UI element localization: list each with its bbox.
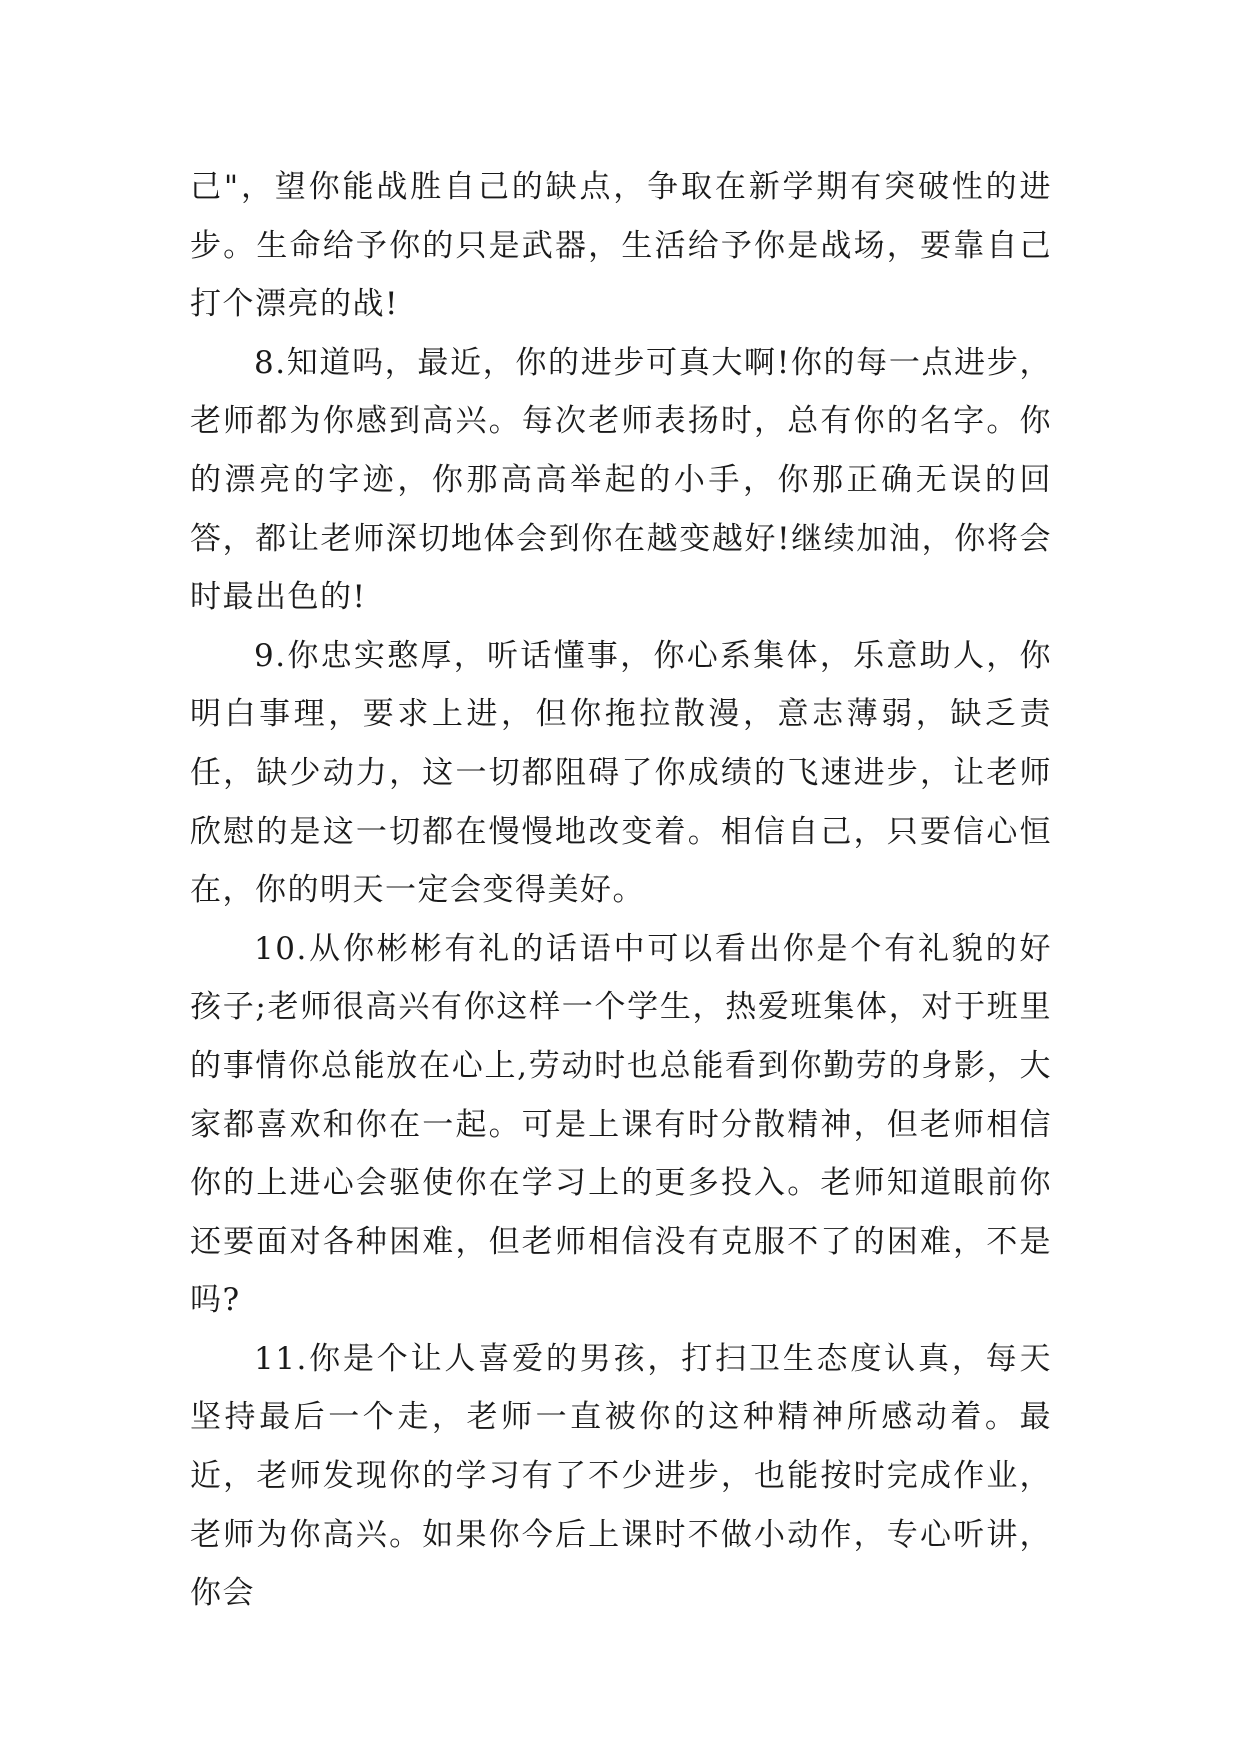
paragraph-8: 8.知道吗，最近，你的进步可真大啊!你的每一点进步，老师都为你感到高兴。每次老师表扬时，总有你的名字。你的漂亮的字迹，你那高高举起的小手，你那正确无误的回答，都让老师深切地体会到你在越变越好!继续加油，你将会时最出色的! (190, 344, 1052, 616)
document-body (190, 158, 1052, 1623)
paragraph-9: 9.你忠实憨厚，听话懂事，你心系集体，乐意助人，你明白事理，要求上进，但你拖拉散漫，意志薄弱，缺乏责任，缺少动力，这一切都阻碍了你成绩的飞速进步，让老师欣慰的是这一切都在慢慢地改变着。相信自己，只要信心恒在，你的明天一定会变得美好。 (190, 637, 1052, 909)
paragraph-11: 11.你是个让人喜爱的男孩，打扫卫生态度认真，每天坚持最后一个走，老师一直被你的这种精神所感动着。最近，老师发现你的学习有了不少进步，也能按时完成作业，老师为你高兴。如果你今后上课时不做小动作，专心听讲，你会 (190, 1340, 1052, 1612)
paragraph-10: 10.从你彬彬有礼的话语中可以看出你是个有礼貌的好孩子;老师很高兴有你这样一个学生，热爱班集体，对于班里的事情你总能放在心上,劳动时也总能看到你勤劳的身影，大家都喜欢和你在一起。可是上课有时分散精神，但老师相信你的上进心会驱使你在学习上的更多投入。老师知道眼前你还要面对各种困难，但老师相信没有克服不了的困难，不是吗? (190, 930, 1052, 1319)
paragraph-7-continued: 己"，望你能战胜自己的缺点，争取在新学期有突破性的进步。生命给予你的只是武器，生活给予你是战场，要靠自己打个漂亮的战! (190, 169, 1052, 323)
